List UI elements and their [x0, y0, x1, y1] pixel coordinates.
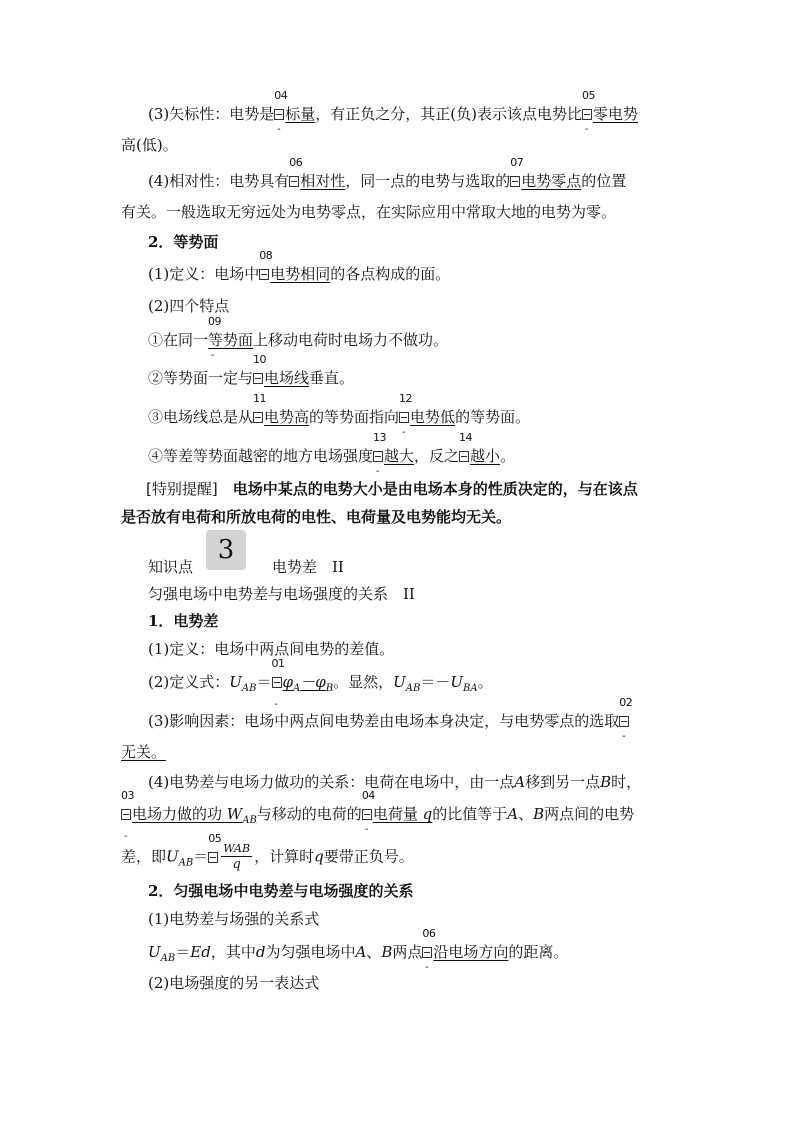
blank-01[interactable]: 01 $\varphi_A-\varphi_B$ -: [271, 657, 334, 710]
answer-box-icon: [121, 809, 131, 820]
answer-box-icon: [289, 176, 299, 187]
section-heading-potential-difference: 1．电势差: [148, 612, 219, 630]
text-line-potential-scalar: (3)矢标性：电势是 04 标量 - ，有正负之分，其正(负)表示该点电势比 05 零电势 -: [148, 89, 638, 135]
fraction: $\frac{\text{WAB}}{q}$: [223, 842, 251, 872]
text-line-relativity: (4)相对性：电势具有 06 相对性，同一点的电势与选取的 07 电势零点的位置: [148, 156, 627, 190]
blank-08[interactable]: 08 电势相同: [259, 249, 331, 283]
blank-06b[interactable]: 06 沿电场方向 -: [422, 927, 509, 973]
answer-box-icon: [582, 109, 592, 120]
blank-03[interactable]: 03 电场力做的功 $W_{AB}$ -: [121, 789, 257, 842]
text-line-definition: (1)定义：电场中两点间电势的差值。: [148, 640, 395, 658]
text-line-formula-2: 差，即$U_{AB}=$ 05 $\frac{\text{WAB}}{q}$ ，计算时q要带正负号。: [121, 831, 414, 872]
answer-box-icon: [272, 677, 282, 688]
text-line-feature-2: ②等势面一定与 10 电场线垂直。: [148, 353, 355, 387]
text-line-formula: (2)定义式：$U_{AB}=$ 01 $\varphi_A-\varphi_B$ - 。显然，$U_{AB}=-U_{BA}$。: [148, 657, 493, 710]
blank-02[interactable]: 02 -: [619, 696, 633, 742]
answer-box-icon: [619, 716, 629, 727]
special-reminder: [特别提醒] 电场中某点的电势大小是由电场本身的性质决定的，与在该点: [146, 480, 638, 498]
answer-box-icon: [208, 852, 218, 863]
blank-11[interactable]: 11 电势高: [253, 392, 310, 426]
text-line-feature-3: ③电场线总是从 11 电势高的等势面指向 12 电势低 - 的等势面。: [148, 392, 531, 438]
text-line: (2)四个特点: [148, 297, 230, 315]
reminder-tag: [特别提醒]: [146, 480, 218, 498]
answer-box-icon: [253, 412, 263, 423]
knowledge-point-number: 3: [206, 530, 246, 570]
blank-09[interactable]: 09 等势面 -: [208, 315, 254, 361]
text-line-work-relation: (4)电势差与电场力做功的关系：电荷在电场中，由一点A移到另一点B时，: [148, 773, 642, 791]
answer-box-icon: [399, 412, 409, 423]
answer-box-icon: [422, 947, 432, 958]
blank-04b[interactable]: 04 电荷量 q -: [361, 789, 433, 835]
knowledge-point-prefix: 知识点: [148, 558, 194, 576]
text-line: 有关。一般选取无穷远处为电势零点，在实际应用中常取大地的电势为零。: [121, 203, 617, 221]
text-line: 无关。: [121, 743, 167, 761]
answer-box-icon: [253, 373, 263, 384]
blank-07[interactable]: 07 电势零点: [510, 156, 582, 190]
text-line: (2)电场强度的另一表达式: [148, 974, 320, 992]
section-heading-uniform-field: 2．匀强电场中电势差与电场强度的关系: [148, 882, 414, 900]
blank-06[interactable]: 06 相对性: [289, 156, 346, 190]
answer-box-icon: [274, 109, 284, 120]
blank-10[interactable]: 10 电场线: [253, 353, 310, 387]
blank-05[interactable]: 05 零电势 -: [581, 89, 638, 135]
answer-box-icon: [459, 451, 469, 462]
text-line-feature-1: ①在同一 09 等势面 - 上移动电荷时电场力不做功。: [148, 315, 449, 361]
text-line: 高(低)。: [121, 136, 178, 154]
answer-box-icon: [362, 809, 372, 820]
text-line: (1)电势差与场强的关系式: [148, 910, 320, 928]
text-line-feature-4: ④等差等势面越密的地方电场强度 13 越大 - ，反之 14 越小。: [148, 431, 516, 477]
text-line: 是否放有电荷和所放电荷的电性、电荷量及电势能均无关。: [121, 508, 512, 526]
blank-13[interactable]: 13 越大 -: [373, 431, 415, 477]
text-line-work-relation-2: 03 电场力做的功 $W_{AB}$ - 与移动的电荷的 04 电荷量 q - 的比值等于A、B两点间的电势: [121, 789, 635, 842]
knowledge-point-subtitle: 匀强电场中电势差与电场强度的关系 II: [148, 585, 415, 603]
text-line-influence: (3)影响因素：电场中两点间电势差由电场本身决定，与电势零点的选取 02 -: [148, 696, 633, 742]
section-heading-equipotential: 2．等势面: [148, 233, 219, 251]
blank-05b[interactable]: 05: [208, 846, 219, 868]
blank-12[interactable]: 12 电势低 -: [399, 392, 456, 438]
blank-04[interactable]: 04 标量 -: [274, 89, 316, 135]
blank-14[interactable]: 14 越小: [459, 431, 501, 465]
knowledge-point-title: 电势差 II: [272, 558, 344, 576]
text-line-relation: $U_{AB}=Ed$，其中d为匀强电场中A、B两点 06 沿电场方向 - 的距离。: [148, 927, 569, 973]
answer-box-icon: [510, 176, 520, 187]
answer-box-icon: [373, 451, 383, 462]
answer-box-icon: [259, 269, 269, 280]
text-line-definition: (1)定义：电场中 08 电势相同的各点构成的面。: [148, 249, 451, 283]
